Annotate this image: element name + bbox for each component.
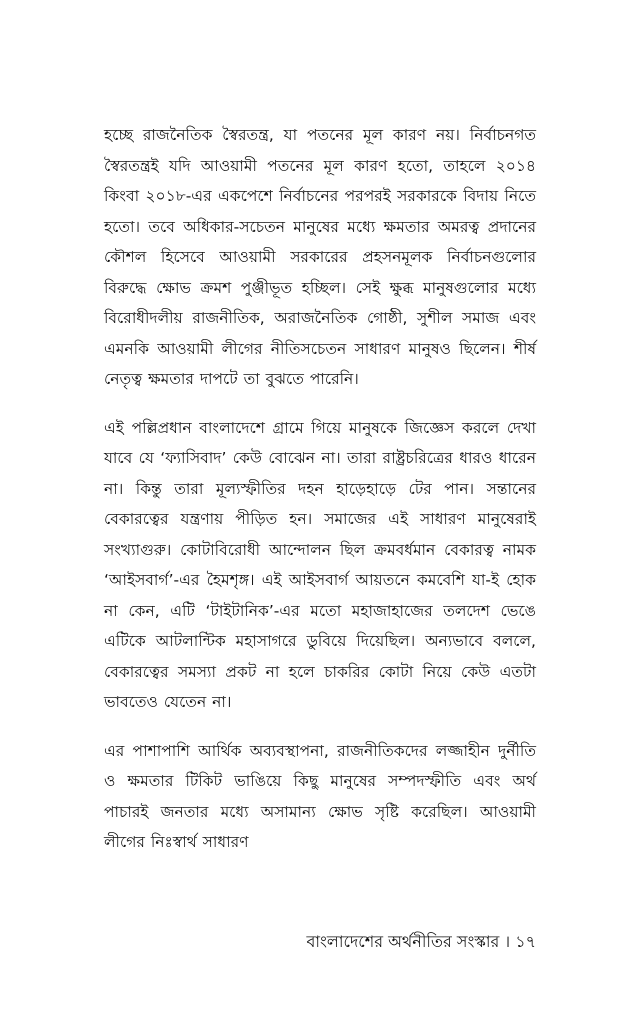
page-footer: বাংলাদেশের অর্থনীতির সংস্কার । ১৭ xyxy=(306,932,536,951)
paragraph: এর পাশাপাশি আর্থিক অব্যবস্থাপনা, রাজনীতিকদের লজ্জাহীন দুর্নীতি ও ক্ষমতার টিকিট ভাঙিয়ে কিছু মানুষের সম্পদস্ফীতি এবং অর্থ পাচারই জনতার মধ্যে অসামান্য ক্ষোভ সৃষ্টি করেছিল। আওয়ামী লীগের নিঃস্বার্থ সাধারণ xyxy=(104,741,536,851)
paragraph: হচ্ছে রাজনৈতিক স্বৈরতন্ত্র, যা পতনের মূল কারণ নয়। নির্বাচনগত স্বৈরতন্ত্রই যদি আওয়ামী পতনের মূল কারণ হতো, তাহলে ২০১৪ কিংবা ২০১৮-এর একপেশে নির্বাচনের পরপরই সরকারকে বিদায় নিতে হতো। তবে অধিকার-সচেতন মানুষের মধ্যে ক্ষমতার অমরত্ব প্রদানের কৌশল হিসেবে আওয়ামী সরকারের প্রহসনমূলক নির্বাচনগুলোর বিরুদ্ধে ক্ষোভ ক্রমশ পুঞ্জীভূত হচ্ছিল। সেই ক্ষুব্ধ মানুষগুলোর মধ্যে বিরোধীদলীয় রাজনীতিক, অরাজনৈতিক গোষ্ঠী, সুশীল সমাজ এবং এমনকি আওয়ামী লীগের নীতিসচেতন সাধারণ মানুষও ছিলেন। শীর্ষ নেতৃত্ব ক্ষমতার দাপটে তা বুঝতে পারেনি। xyxy=(104,126,536,388)
paragraph: এই পল্লিপ্রধান বাংলাদেশে গ্রামে গিয়ে মানুষকে জিজ্ঞেস করলে দেখা যাবে যে ‘ফ্যাসিবাদ’ কেউ বোঝেন না। তারা রাষ্ট্রচরিত্রের ধারও ধারেন না। কিন্তু তারা মূল্যস্ফীতির দহন হাড়েহাড়ে টের পান। সন্তানের বেকারত্বের যন্ত্রণায় পীড়িত হন। সমাজের এই সাধারণ মানুষেরাই সংখ্যাগুরু। কোটাবিরোধী আন্দোলন ছিল ক্রমবর্ধমান বেকারত্ব নামক ‘আইসবার্গ’-এর হৈমশৃঙ্গ। এই আইসবার্গ আয়তনে কমবেশি যা-ই হোক না কেন, এটি ‘টাইটানিক’-এর মতো মহাজাহাজের তলদেশ ভেঙে এটিকে আটলান্টিক মহাসাগরে ডুবিয়ে দিয়েছিল। অন্যভাবে বললে, বেকারত্বের সমস্যা প্রকট না হলে চাকরির কোটা নিয়ে কেউ এতটা ভাবতেও যেতেন না। xyxy=(104,418,536,711)
body-text xyxy=(104,120,536,876)
